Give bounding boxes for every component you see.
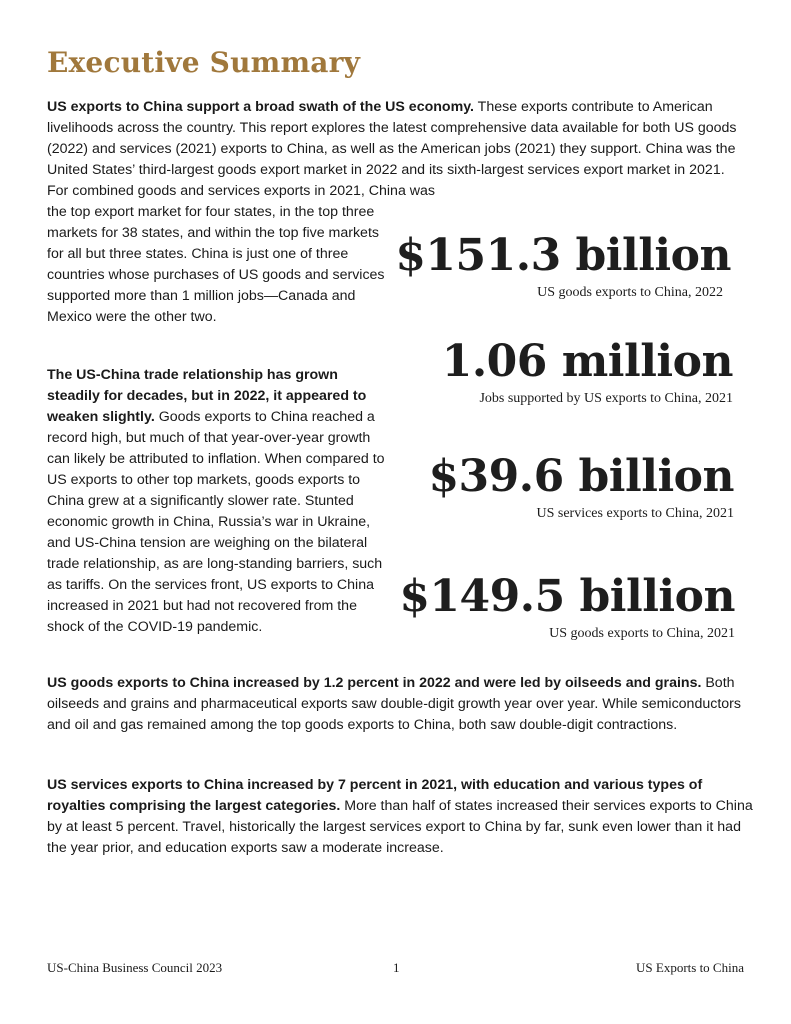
intro-paragraph-continued <box>47 202 387 328</box>
stat-caption: US services exports to China, 2021 <box>536 506 734 521</box>
stat-caption: US goods exports to China, 2021 <box>549 626 735 641</box>
stat-services-2021 <box>428 451 734 523</box>
stat-jobs-2021 <box>442 336 733 408</box>
trade-relationship-lead: The US-China trade relationship has grown steadily for decades, but in 2022, it appeared to weaken slightly. <box>47 367 367 425</box>
footer-report-title: US Exports to China <box>636 960 744 975</box>
page-number: 1 <box>393 960 400 975</box>
intro-body: These exports contribute to American livelihoods across the country. This report explores the latest comprehensive data available for both US goods (2022) and services (2021) exports to China, as well as the American jobs (2021) they support. China was the United States’ third-largest goods export market in 2022 and its sixth-largest services export market in 2021. For combined goods and services exports in 2021, China was <box>47 99 737 199</box>
stat-caption: US goods exports to China, 2022 <box>537 285 723 300</box>
intro-paragraph <box>47 97 747 202</box>
page-footer <box>47 960 744 980</box>
goods-exports-lead: US goods exports to China increased by 1.2 percent in 2022 and were led by oilseeds and grains. <box>47 675 702 691</box>
footer-organization: US-China Business Council 2023 <box>47 960 223 975</box>
trade-relationship-body: Goods exports to China reached a record high, but much of that year-over-year growth can likely be attributed to inflation. When compared to US exports to other top markets, goods exports to China grew at a significantly slower rate. Stunted economic growth in China, Russia’s war in Ukraine, and US-China tension are weighing on the bilateral trade relationship, as are long-standing barriers, such as tariffs. On the services front, US exports to China increased in 2021 but had not recovered from the shock of the COVID-19 pandemic. <box>47 409 385 635</box>
page-title: Executive Summary <box>47 46 361 79</box>
services-exports-body: More than half of states increased their services exports to China by at least 5 percent. Travel, historically the largest services export to China by far, sunk even lower than it had the year prior, and education exports saw a moderate increase. <box>47 798 753 856</box>
intro-continuation: the top export market for four states, in the top three markets for 38 states, and within the top five markets for all but three states. China is just one of three countries whose purchases of US goods and services supported more than 1 million jobs—Canada and Mexico were the other two. <box>47 204 385 325</box>
trade-relationship-paragraph <box>47 365 392 638</box>
stat-value: $149.5 billion <box>399 571 735 622</box>
stat-goods-2021 <box>399 571 735 643</box>
goods-exports-body: Both oilseeds and grains and pharmaceutical exports saw double-digit growth year over year. While semiconductors and oil and gas remained among the top goods exports to China, both saw double-digit contractions. <box>47 675 741 733</box>
services-exports-paragraph <box>47 775 757 859</box>
services-exports-lead: US services exports to China increased by 7 percent in 2021, with education and various types of royalties comprising the largest categories. <box>47 777 703 814</box>
stat-goods-2022 <box>395 230 731 302</box>
stat-value: $39.6 billion <box>428 451 734 502</box>
stat-value: $151.3 billion <box>395 230 731 281</box>
intro-lead: US exports to China support a broad swath of the US economy. <box>47 99 474 115</box>
goods-exports-paragraph <box>47 673 747 736</box>
stat-caption: Jobs supported by US exports to China, 2021 <box>479 391 733 406</box>
stat-value: 1.06 million <box>441 336 733 387</box>
